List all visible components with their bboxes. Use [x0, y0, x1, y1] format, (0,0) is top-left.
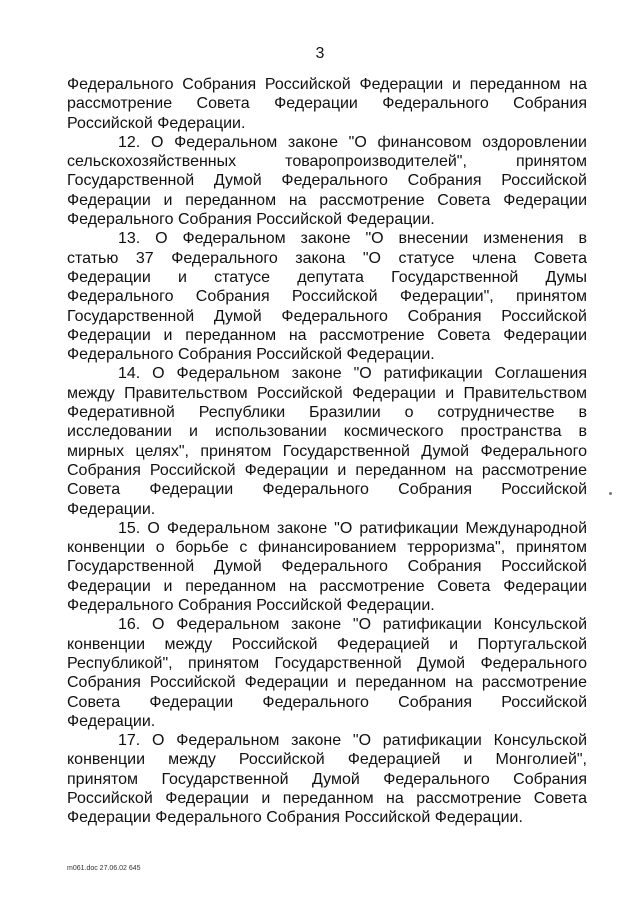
text-line: Совета Федерации Федерального Собрания Российской [67, 693, 587, 711]
text-line: 16. О Федеральном законе "О ратификации Консульской [118, 616, 587, 634]
text-line: между Правительством Российской Федерации и Правительством [67, 384, 587, 402]
text-line: Федерации Федерального Собрания Российской Федерации. [67, 809, 523, 827]
document-body [67, 75, 587, 828]
text-line: Российской Федерации. [67, 114, 246, 132]
text-line: Федеративной Республики Бразилии о сотрудничестве в [67, 404, 587, 422]
paragraph-item-15 [67, 519, 587, 615]
text-line: Республикой", принятом Государственной Думой Федерального [67, 654, 587, 672]
text-line: Федерации и статусе депутата Государственной Думы [67, 268, 587, 286]
text-line: Федерации. [67, 500, 156, 518]
text-line: конвенции между Российской Федерацией и Монголией", [67, 751, 587, 769]
text-line: конвенции о борьбе с финансированием терроризма", принятом [67, 539, 587, 557]
text-line: Федерального Собрания Российской Федерации и переданном на [67, 76, 587, 93]
text-line: мирных целях", принятом Государственной Думой Федерального [67, 442, 587, 460]
text-line: Федерации и переданном на рассмотрение Совета Федерации [67, 326, 587, 344]
text-line: Федерации. [67, 712, 156, 730]
text-line: конвенции между Российской Федерацией и Португальской [67, 635, 587, 653]
text-line: Совета Федерации Федерального Собрания Российской [67, 481, 587, 499]
text-line: Федерального Собрания Российской Федерации. [67, 211, 435, 229]
text-line: Государственной Думой Федерального Собрания Российской [67, 172, 587, 190]
text-line: сельскохозяйственных товаропроизводителей", принятом [67, 153, 587, 171]
document-footer-code: m061.doc 27.06.02 645 [67, 865, 141, 872]
text-line: Собрания Российской Федерации и переданном на рассмотрение [67, 674, 587, 692]
text-line: исследовании и использовании космического пространства в [67, 423, 587, 441]
text-line: 12. О Федеральном законе "О финансовом оздоровлении [118, 133, 587, 151]
text-line: принятом Государственной Думой Федерального Собрания [67, 770, 587, 788]
paragraph-item-14 [67, 364, 587, 518]
text-line: статью 37 Федерального закона "О статусе члена Совета [67, 249, 587, 267]
text-line: Федерального Собрания Российской Федерации. [67, 346, 435, 364]
page-number: 3 [315, 45, 325, 62]
text-line: Государственной Думой Федерального Собрания Российской [67, 558, 587, 576]
margin-dot-mark [609, 492, 612, 495]
text-line: Российской Федерации и переданном на рассмотрение Совета [67, 789, 587, 807]
text-line: 13. О Федеральном законе "О внесении изменения в [118, 230, 587, 248]
text-line: 15. О Федеральном законе "О ратификации Международной [118, 519, 587, 537]
paragraph-continuation [67, 75, 587, 133]
paragraph-item-16 [67, 615, 587, 731]
text-line: Государственной Думой Федерального Собрания Российской [67, 307, 587, 325]
text-line: 14. О Федеральном законе "О ратификации Соглашения [118, 365, 587, 383]
text-line: Федерации и переданном на рассмотрение Совета Федерации [67, 577, 587, 595]
paragraph-item-13 [67, 229, 587, 364]
text-line: Собрания Российской Федерации и переданном на рассмотрение [67, 461, 587, 479]
text-line: рассмотрение Совета Федерации Федерального Собрания [67, 95, 587, 113]
text-line: Федерации и переданном на рассмотрение Совета Федерации [67, 191, 587, 209]
text-line: Федерального Собрания Российской Федерации. [67, 597, 435, 615]
text-line: Федерального Собрания Российской Федерации", принятом [67, 288, 587, 306]
paragraph-item-12 [67, 133, 587, 229]
paragraph-item-17 [67, 731, 587, 827]
text-line: 17. О Федеральном законе "О ратификации Консульской [118, 732, 587, 750]
